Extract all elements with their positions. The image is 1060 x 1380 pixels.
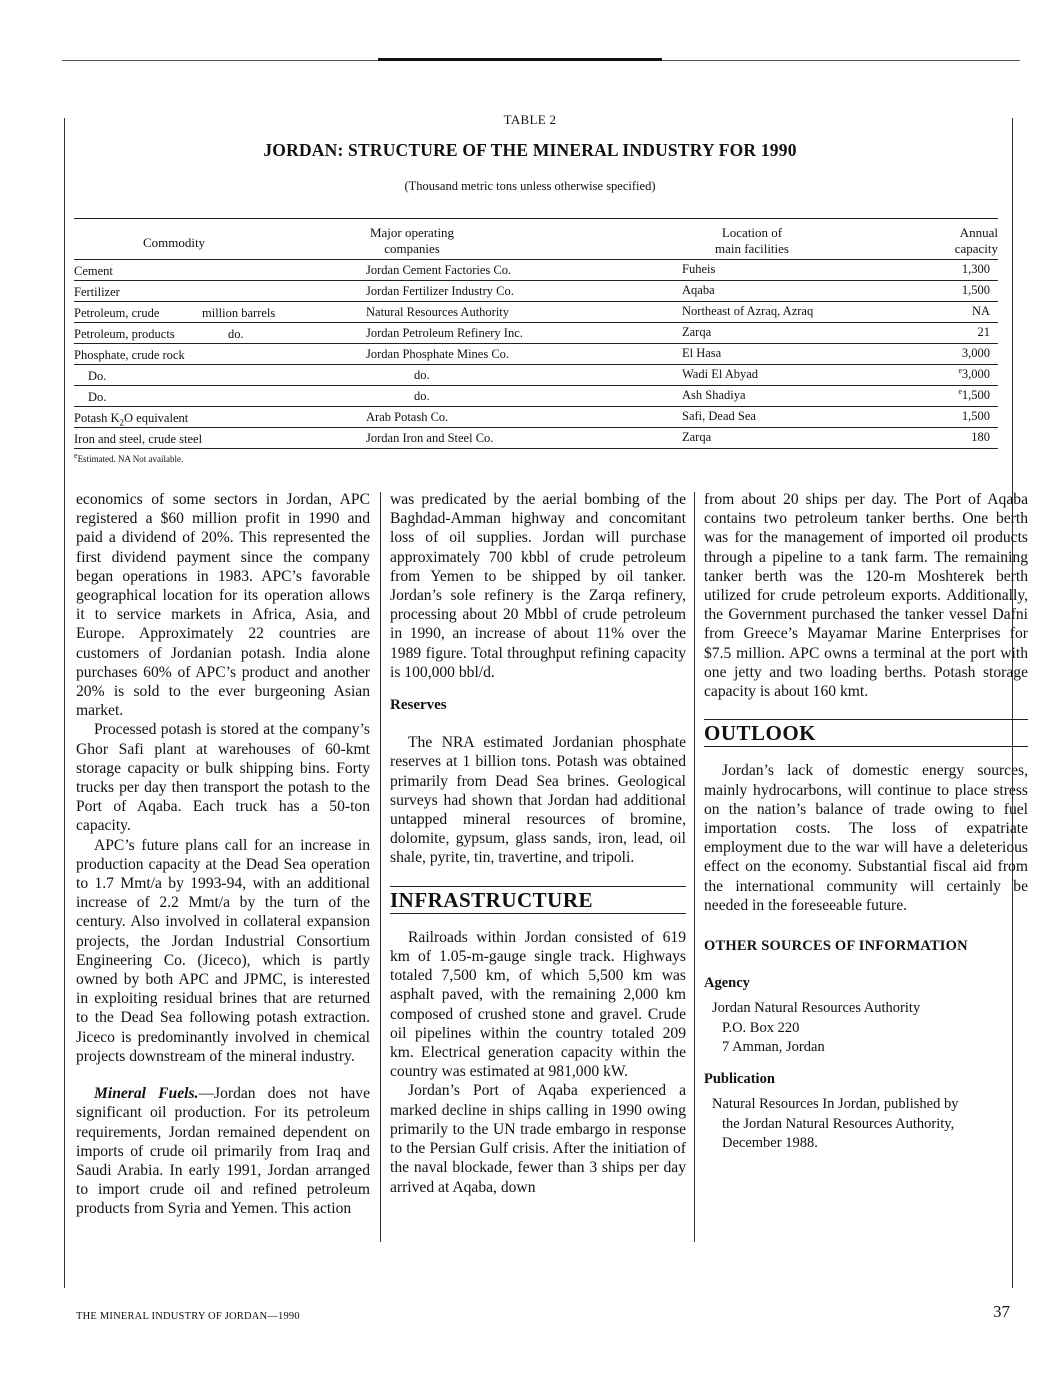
cell-commodity: Do. xyxy=(88,369,107,383)
paragraph: APC’s future plans call for an increase in production capacity at the Dead Sea operation to 1.7 Mmt/a by 1993-94, with an additional increase of 2.2 Mmt/a by the turn of the century. Also involved in collateral expansion projects, the Jordan Industrial Consortium Engineering Co. (Jiceco), which is partly owned by both APC and JPMC, is interested in exploiting residual brines that are returned to the Dead Sea following potash extraction. Jiceco is predominantly involved in chemical projects downstream of the mineral industry. xyxy=(76,836,370,1065)
agency-heading: Agency xyxy=(704,975,750,992)
publication-line: December 1988. xyxy=(722,1135,818,1152)
cell-capacity: 180 xyxy=(971,430,990,444)
running-footer: THE MINERAL INDUSTRY OF JORDAN—1990 xyxy=(76,1311,300,1322)
cell-location: El Hasa xyxy=(682,346,722,360)
table-row xyxy=(74,385,998,406)
table-label: TABLE 2 xyxy=(503,112,557,127)
table-row xyxy=(74,280,998,301)
column-rule-1 xyxy=(380,492,381,1242)
cell-commodity: Phosphate, crude rock xyxy=(74,348,185,362)
cell-company: do. xyxy=(414,368,430,382)
left-margin-rule xyxy=(64,118,65,1288)
publication-heading: Publication xyxy=(704,1070,775,1087)
text-column-3 xyxy=(704,490,1028,1154)
cell-capacity: $^e$3,000 xyxy=(958,365,990,381)
paragraph: Processed potash is stored at the company’s Ghor Safi plant at warehouses of 60-kmt storage capacity or bulk shipping bins. Forty trucks per day then transport the potash to the Port of Aqaba. Each truck has a 50-ton capacity. xyxy=(76,721,370,835)
mineral-industry-table xyxy=(74,218,998,449)
column-rule-2 xyxy=(694,492,695,1242)
cell-capacity: NA xyxy=(971,304,990,318)
text-column-1 xyxy=(76,490,370,1219)
table-row xyxy=(74,343,998,364)
cell-location: Zarqa xyxy=(682,325,712,339)
cell-company: Jordan Phosphate Mines Co. xyxy=(366,347,510,361)
text-column-2 xyxy=(390,490,686,1197)
paragraph: Railroads within Jordan consisted of 619 km of 1.05-m-gauge single track. Highways totaled 7,500 km, of which 5,500 km was asphalt paved, with the remaining 2,000 km composed of crushed stone and gravel. Crude oil pipelines within the country totaled 209 km. Electrical generation capacity within the country was estimated at 981,000 kW. xyxy=(390,928,686,1081)
page-number: 37 xyxy=(993,1302,1010,1321)
cell-company: Arab Potash Co. xyxy=(366,410,449,424)
paragraph: The NRA estimated Jordanian phosphate reserves at 1 billion tons. Potash was obtained primarily from Dead Sea brines. Geological surveys had shown that Jordan had additional untapped mineral resources of bromine, dolomite, gypsum, glass sands, iron, lead, oil shale, pyrite, tin, travertine, and tripoli. xyxy=(390,734,686,867)
table-row xyxy=(74,322,998,343)
reserves-heading: Reserves xyxy=(390,697,447,714)
publication-line: Natural Resources In Jordan, published by xyxy=(712,1096,959,1113)
cell-company: do. xyxy=(414,389,430,403)
paragraph: economics of some sectors in Jordan, APC registered a $60 million profit in 1990 and paid a dividend of 20%. This represented the first dividend payment since the company began operations in 1983. APC’s favorable geographical location for its operation allows it to service markets in Africa, Asia, and Europe. Approximately 22 countries are customers of Jordanian potash. India alone purchases 60% of APC’s product and another 20% is sold to the ever burgeoning Asian market. xyxy=(76,491,370,720)
cell-commodity: Petroleum, crude xyxy=(74,306,160,320)
cell-location: Ash Shadiya xyxy=(682,388,746,402)
table-row xyxy=(74,364,998,385)
cell-commodity: Potash $K_2O$ equivalent xyxy=(74,411,189,428)
table-row xyxy=(74,259,998,280)
header-commodity: Commodity xyxy=(142,235,206,250)
cell-company: Natural Resources Authority xyxy=(366,305,510,319)
table-subtitle: (Thousand metric tons unless otherwise specified) xyxy=(404,179,656,193)
cell-location: Wadi El Abyad xyxy=(682,367,759,381)
cell-capacity: 21 xyxy=(977,325,990,339)
cell-company: Jordan Fertilizer Industry Co. xyxy=(366,284,514,298)
table-row xyxy=(74,427,998,449)
paragraph: Jordan’s lack of domestic energy sources, mainly hydrocarbons, will continue to place stress on the nation’s balance of trade owing to fuel importation costs. The loss of expatriate employment due to the war will have a deleterious effect on the economy. Substantial fiscal aid from the international community will certainly be needed in the foreseeable future. xyxy=(704,762,1028,914)
other-sources-heading: OTHER SOURCES OF INFORMATION xyxy=(704,938,968,955)
publication-line: the Jordan Natural Resources Authority, xyxy=(722,1115,955,1132)
cell-location: Zarqa xyxy=(682,430,712,444)
table-body xyxy=(74,259,998,449)
cell-capacity: 3,000 xyxy=(961,346,990,360)
paragraph: was predicated by the aerial bombing of the Baghdad-Amman highway and concomitant loss of oil supplies. Jordan will purchase approximately 700 kbbl of crude petroleum from Yemen to be shipped by oil tanker. Jordan’s sole refinery is the Zarqa refinery, processing about 20 Mbbl of crude petroleum in 1990, an increase of about 11% over the 1989 figure. Total throughput refining capacity is 100,000 bbl/d. xyxy=(390,491,686,681)
header-companies: Major operating companies xyxy=(369,225,455,256)
cell-capacity: 1,500 xyxy=(961,283,990,297)
cell-unit: do. xyxy=(228,327,244,341)
cell-commodity: Iron and steel, crude steel xyxy=(74,432,203,446)
cell-capacity: $^e$1,500 xyxy=(958,386,990,402)
agency-name: Jordan Natural Resources Authority xyxy=(712,1000,921,1017)
cell-capacity: 1,500 xyxy=(961,409,990,423)
table-title: JORDAN: STRUCTURE OF THE MINERAL INDUSTRY FOR 1990 xyxy=(263,140,797,160)
paragraph: Jordan’s Port of Aqaba experienced a marked decline in ships calling in 1990 owing primarily to the UN trade embargo in response to the Persian Gulf crisis. After the initiation of the naval blockade, fewer than 3 ships per day arrived at Aqaba, down xyxy=(390,1082,686,1196)
cell-capacity: 1,300 xyxy=(961,262,990,276)
cell-commodity: Fertilizer xyxy=(74,285,120,299)
table-row xyxy=(74,301,998,322)
cell-commodity: Petroleum, products xyxy=(74,327,175,341)
cell-commodity: Cement xyxy=(74,264,113,278)
header-capacity: Annual capacity xyxy=(954,225,998,256)
cell-company: Jordan Petroleum Refinery Inc. xyxy=(366,326,523,340)
paragraph-mineral-fuels: Mineral Fuels.—Jordan does not have significant oil production. For its petroleum requirements, Jordan remained dependent on imports of crude oil primarily from Iraq and Saudi Arabia. In early 1991, Jordan arranged to import crude oil and refined petroleum products from Syria and Yemen. This action xyxy=(76,1085,370,1218)
cell-commodity: Do. xyxy=(88,390,107,404)
cell-location: Aqaba xyxy=(682,283,715,297)
cell-location: Northeast of Azraq, Azraq xyxy=(682,304,814,318)
header-location: Location of main facilities xyxy=(714,225,789,256)
table-footnote: eEstimated. NA Not available. xyxy=(74,451,184,464)
outlook-heading: OUTLOOK xyxy=(704,721,817,746)
agency-address: P.O. Box 220 xyxy=(722,1019,800,1036)
cell-company: Jordan Cement Factories Co. xyxy=(366,263,512,277)
estimated-mark: e xyxy=(958,386,962,396)
cell-company: Jordan Iron and Steel Co. xyxy=(366,431,494,445)
table-header xyxy=(74,219,998,259)
table-row xyxy=(74,406,998,427)
run-in-heading: Mineral Fuels. xyxy=(94,1085,199,1103)
infrastructure-heading: INFRASTRUCTURE xyxy=(390,887,594,912)
estimated-mark: e xyxy=(958,365,962,375)
agency-city: 7 Amman, Jordan xyxy=(722,1039,825,1056)
top-rule-accent xyxy=(378,58,662,61)
cell-location: Fuheis xyxy=(682,262,716,276)
cell-unit: million barrels xyxy=(202,306,276,320)
paragraph: from about 20 ships per day. The Port of Aqaba contains two petroleum tanker berths. One berth was for the management of imported oil products through a pipeline to a tank farm. The remaining tanker berth was the 120-m Moshterek berth utilized for crude petroleum exports. Additionally, the Government purchased the tanker vessel Dafni from Greece’s Mayamar Marine Enterprises for $7.5 million. APC owns a terminal at the port with one jetty and two loading berths. Potash storage capacity is about 160 kmt. xyxy=(704,491,1028,701)
cell-location: Safi, Dead Sea xyxy=(682,409,756,423)
